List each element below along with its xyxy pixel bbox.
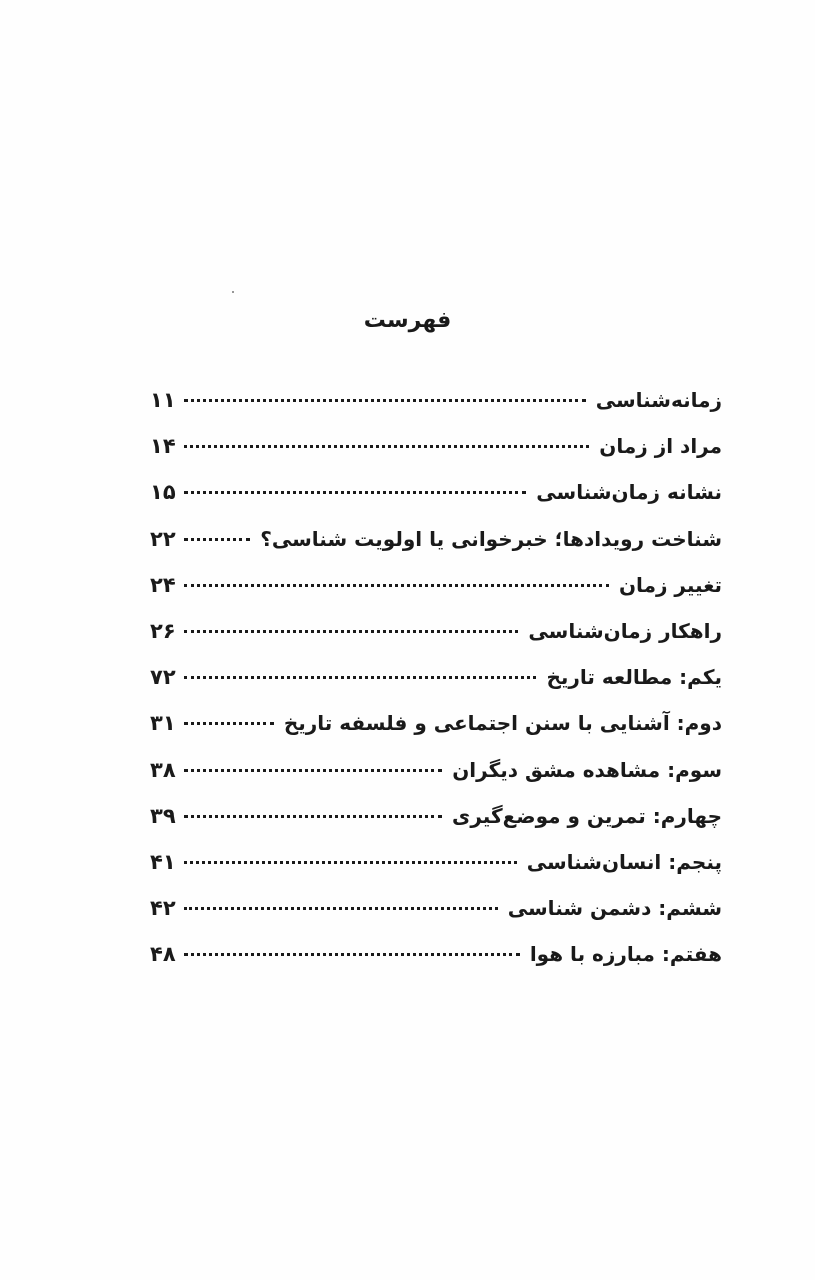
toc-entry-page: ۲۲ — [150, 526, 176, 551]
dot-leader — [184, 538, 250, 541]
toc-entry-page: ۱۵ — [150, 480, 176, 505]
toc-entry-label: شناخت رویدادها؛ خبرخوانی یا اولویت شناسی؟ — [260, 526, 722, 551]
toc-entry-label: زمانه‌شناسی — [595, 388, 722, 412]
toc-entry-page: ۴۸ — [150, 942, 176, 967]
toc-entry — [150, 758, 722, 804]
toc-entry-label: هفتم: مبارزه با هوا — [529, 942, 722, 967]
toc-entry-label: ششم: دشمن شناسی — [507, 896, 722, 921]
toc-entry — [150, 388, 722, 434]
dot-leader — [184, 953, 520, 956]
table-of-contents — [150, 388, 722, 988]
dot-leader — [184, 769, 442, 772]
dot-leader — [184, 399, 586, 402]
toc-entry-label: تغییر زمان — [618, 572, 722, 597]
toc-entry-page: ۳۸ — [150, 757, 176, 782]
toc-entry — [150, 573, 722, 619]
dot-leader — [184, 676, 536, 679]
dot-leader — [184, 630, 518, 633]
toc-entry-label: پنجم: انسان‌شناسی — [526, 849, 722, 874]
toc-entry — [150, 665, 722, 711]
toc-entry-page: ۳۹ — [150, 803, 176, 828]
toc-entry — [150, 711, 722, 757]
toc-entry-page: ۲۶ — [150, 618, 176, 643]
toc-entry — [150, 434, 722, 480]
dot-leader — [184, 445, 589, 448]
toc-entry-page: ۲۴ — [150, 572, 176, 597]
toc-entry-page: ۷۲ — [150, 665, 176, 690]
dot-leader — [184, 815, 442, 818]
toc-entry — [150, 942, 722, 988]
toc-title: فهرست — [363, 308, 452, 333]
toc-entry-label: نشانه زمان‌شناسی — [536, 480, 722, 505]
toc-entry-page: ۱۱ — [150, 388, 176, 412]
dot-leader — [184, 491, 526, 494]
toc-entry-label: چهارم: تمرین و موضع‌گیری — [452, 803, 722, 828]
toc-entry — [150, 527, 722, 573]
toc-entry-label: راهکار زمان‌شناسی — [528, 618, 722, 643]
dot-leader — [184, 907, 498, 910]
toc-entry-page: ۳۱ — [150, 711, 176, 736]
toc-entry — [150, 804, 722, 850]
toc-entry-page: ۱۴ — [150, 434, 176, 459]
toc-entry-page: ۴۱ — [150, 849, 176, 874]
dot-leader — [184, 584, 609, 587]
toc-entry — [150, 896, 722, 942]
dot-leader — [184, 861, 517, 864]
toc-entry — [150, 480, 722, 526]
toc-entry-label: سوم: مشاهده مشق دیگران — [452, 757, 722, 782]
print-speck — [232, 291, 234, 293]
toc-entry-page: ۴۲ — [150, 896, 176, 921]
toc-entry-label: دوم: آشنایی با سنن اجتماعی و فلسفه تاریخ — [283, 711, 722, 736]
toc-entry — [150, 619, 722, 665]
dot-leader — [184, 722, 274, 725]
toc-entry-label: مراد از زمان — [599, 434, 722, 459]
toc-entry — [150, 850, 722, 896]
toc-entry-label: یکم: مطالعه تاریخ — [546, 665, 722, 690]
